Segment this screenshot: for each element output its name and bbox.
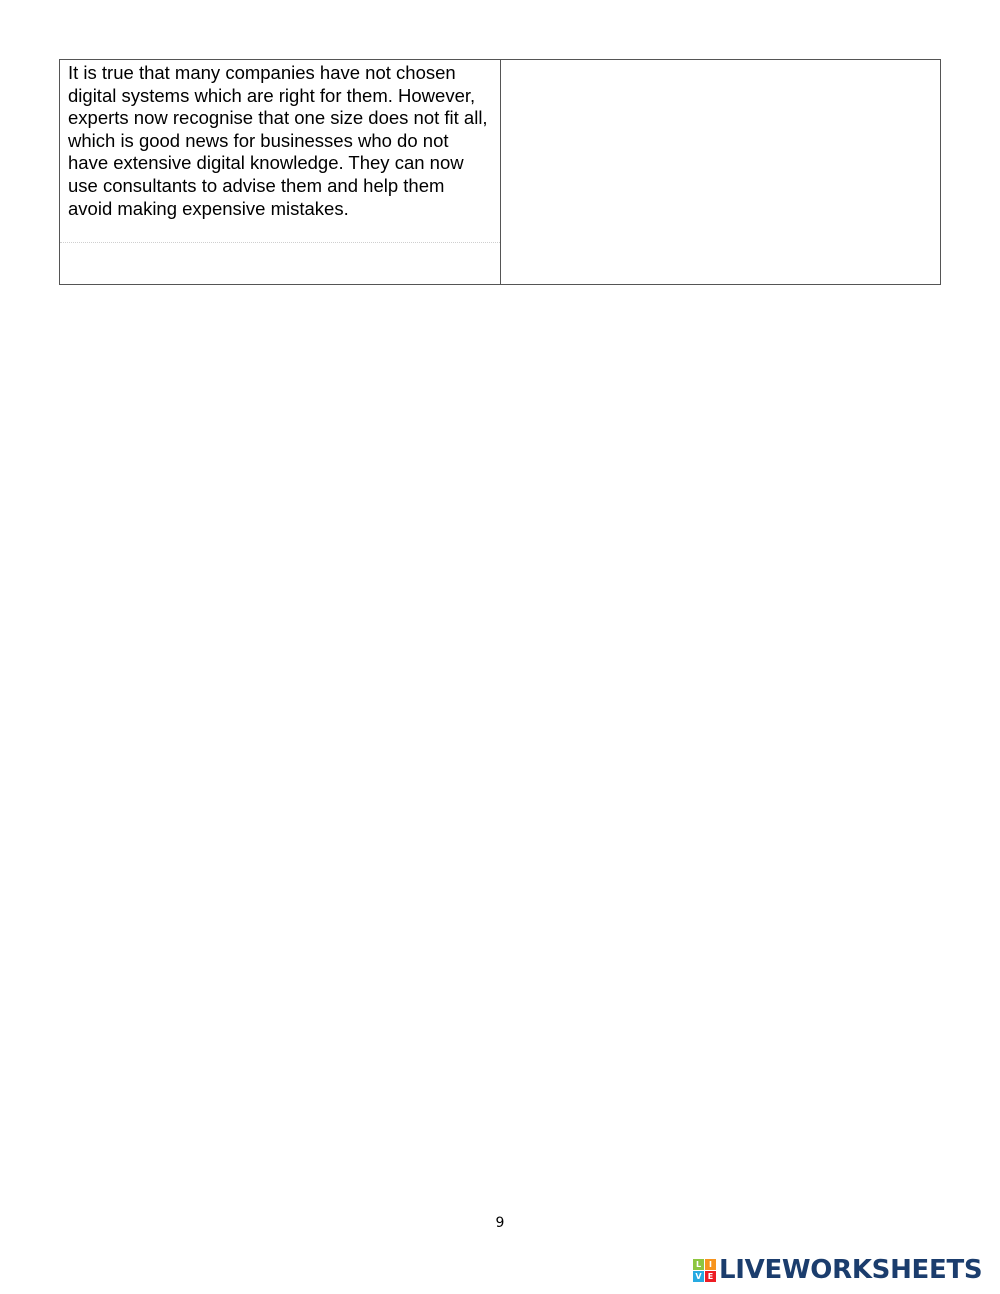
logo-mark-letter: V xyxy=(693,1271,704,1282)
logo-icon xyxy=(693,1259,716,1282)
liveworksheets-logo xyxy=(693,1253,982,1287)
response-cell[interactable] xyxy=(501,60,940,284)
logo-text: LIVEWORKSHEETS xyxy=(719,1255,983,1285)
logo-mark-letter: L xyxy=(693,1259,704,1270)
logo-mark-letter: E xyxy=(705,1271,716,1282)
answer-field[interactable] xyxy=(60,243,500,284)
passage-cell xyxy=(60,60,501,284)
logo-mark-letter: I xyxy=(705,1259,716,1270)
passage-text: It is true that many companies have not chosen digital systems which are right for them. However, experts now recognise that one size does not fit all, which is good news for businesses who do not have extensive digital knowledge. They can now use consultants to advise them and help them avoid making expensive mistakes. xyxy=(68,62,488,219)
worksheet-table xyxy=(59,59,941,285)
page-number: 9 xyxy=(495,1215,505,1231)
